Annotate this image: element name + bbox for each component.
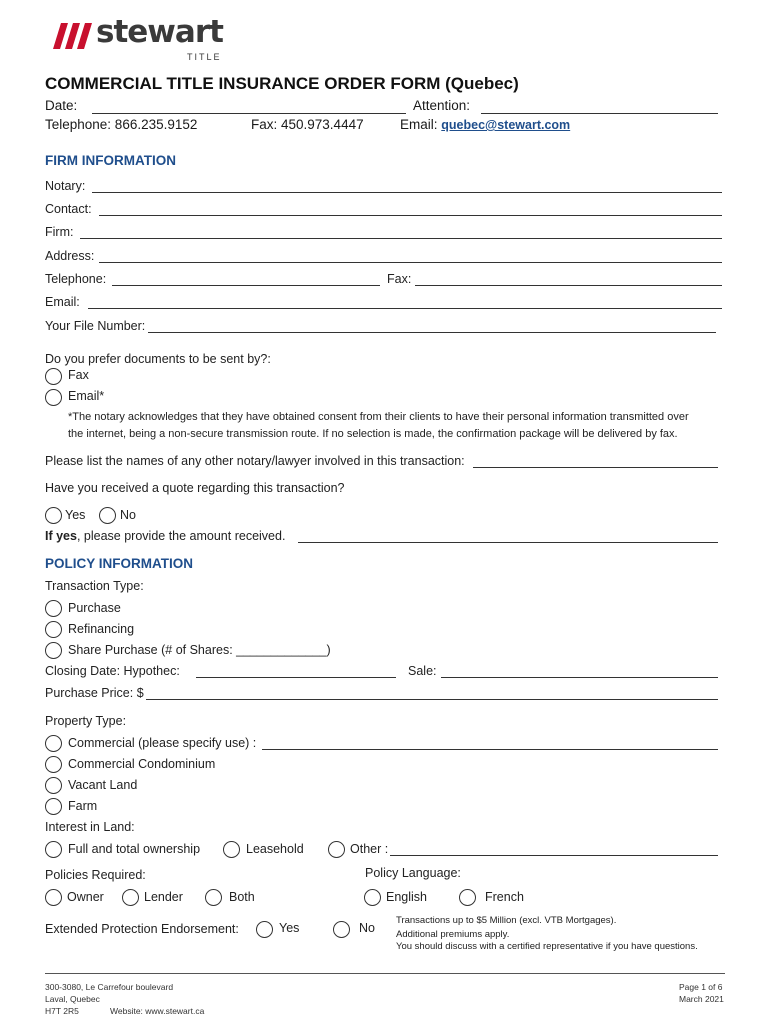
contact-label: Contact: xyxy=(45,202,92,216)
radio-quote-yes[interactable] xyxy=(45,507,62,524)
transactions-note-1: Transactions up to $5 Million (excl. VTB Mortgages). xyxy=(396,915,617,926)
firm-label: Firm: xyxy=(45,225,74,239)
firm-telephone-field[interactable] xyxy=(112,285,380,286)
option-commercial: Commercial (please specify use) : xyxy=(68,736,257,750)
attention-field[interactable] xyxy=(481,113,718,114)
radio-vacant-land[interactable] xyxy=(45,777,62,794)
attention-label: Attention: xyxy=(413,98,471,113)
option-farm: Farm xyxy=(68,799,98,813)
radio-commercial[interactable] xyxy=(45,735,62,752)
radio-french[interactable] xyxy=(459,889,476,906)
purchase-price-field[interactable] xyxy=(146,699,718,700)
option-email: Email* xyxy=(68,389,105,403)
option-purchase: Purchase xyxy=(68,601,121,615)
address-label: Address: xyxy=(45,249,95,263)
policy-information-heading: POLICY INFORMATION xyxy=(45,556,193,571)
firm-fax-label: Fax: xyxy=(387,272,412,286)
firm-email-field[interactable] xyxy=(88,308,722,309)
radio-leasehold[interactable] xyxy=(223,841,240,858)
purchase-price-label: Purchase Price: $ xyxy=(45,686,144,700)
radio-lender[interactable] xyxy=(122,889,139,906)
radio-purchase[interactable] xyxy=(45,600,62,617)
if-yes-bold: If yes xyxy=(45,529,77,543)
if-yes-rest: , please provide the amount received. xyxy=(76,529,286,543)
radio-email[interactable] xyxy=(45,389,62,406)
radio-full-ownership[interactable] xyxy=(45,841,62,858)
stewart-logo-mark xyxy=(47,23,97,49)
email-label: Email: xyxy=(400,117,438,132)
stewart-logo-sub: TITLE xyxy=(187,52,222,62)
consent-note-line1: *The notary acknowledges that they have obtained consent from their clients to have their personal information transmitted over xyxy=(68,411,689,423)
radio-share-purchase[interactable] xyxy=(45,642,62,659)
firm-information-heading: FIRM INFORMATION xyxy=(45,153,176,168)
radio-quote-no[interactable] xyxy=(99,507,116,524)
date-label: Date: xyxy=(45,98,78,113)
option-leasehold: Leasehold xyxy=(246,842,304,856)
other-notary-field[interactable] xyxy=(473,467,718,468)
radio-commercial-condo[interactable] xyxy=(45,756,62,773)
transactions-note-3: You should discuss with a certified representative if you have questions. xyxy=(396,941,698,952)
option-both: Both xyxy=(229,890,255,904)
address-field[interactable] xyxy=(99,262,722,263)
footer-postal: H7T 2R5 xyxy=(45,1006,79,1016)
option-fax: Fax xyxy=(68,368,89,382)
option-full-ownership: Full and total ownership xyxy=(68,842,201,856)
option-lender: Lender xyxy=(144,890,183,904)
contact-field[interactable] xyxy=(99,215,722,216)
radio-extended-yes[interactable] xyxy=(256,921,273,938)
documents-question: Do you prefer documents to be sent by?: xyxy=(45,352,271,366)
footer-page-number: Page 1 of 6 xyxy=(679,982,723,992)
radio-owner[interactable] xyxy=(45,889,62,906)
hypothec-field[interactable] xyxy=(196,677,396,678)
quote-question: Have you received a quote regarding this transaction? xyxy=(45,481,345,495)
firm-field[interactable] xyxy=(80,238,722,239)
extended-no-label: No xyxy=(359,921,375,935)
option-english: English xyxy=(386,890,427,904)
if-yes-label xyxy=(45,529,285,543)
other-notary-label: Please list the names of any other notary/lawyer involved in this transaction: xyxy=(45,454,465,468)
transaction-type-label: Transaction Type: xyxy=(45,579,144,593)
extended-protection-label: Extended Protection Endorsement: xyxy=(45,922,239,936)
commercial-use-field[interactable] xyxy=(262,749,718,750)
fax-number: Fax: 450.973.4447 xyxy=(251,117,364,132)
footer-website[interactable]: Website: www.stewart.ca xyxy=(110,1006,205,1016)
other-interest-field[interactable] xyxy=(390,855,718,856)
radio-farm[interactable] xyxy=(45,798,62,815)
notary-field[interactable] xyxy=(92,192,722,193)
closing-date-label: Closing Date: Hypothec: xyxy=(45,664,180,678)
policy-language-label: Policy Language: xyxy=(365,866,461,880)
sale-label: Sale: xyxy=(408,664,437,678)
extended-yes-label: Yes xyxy=(279,921,300,935)
sale-field[interactable] xyxy=(441,677,718,678)
option-commercial-condo: Commercial Condominium xyxy=(68,757,216,771)
date-field[interactable] xyxy=(92,113,406,114)
property-type-label: Property Type: xyxy=(45,714,127,728)
radio-english[interactable] xyxy=(364,889,381,906)
quote-yes-label: Yes xyxy=(65,508,86,522)
radio-extended-no[interactable] xyxy=(333,921,350,938)
option-other: Other : xyxy=(350,842,389,856)
footer-date: March 2021 xyxy=(679,994,724,1004)
footer-address-2: Laval, Quebec xyxy=(45,994,100,1004)
option-french: French xyxy=(485,890,524,904)
firm-email-label: Email: xyxy=(45,295,80,309)
stewart-logo-word: stewart xyxy=(96,14,223,50)
option-share-purchase: Share Purchase (# of Shares: _____________) xyxy=(68,643,331,657)
option-refinancing: Refinancing xyxy=(68,622,135,636)
email-link[interactable]: quebec@stewart.com xyxy=(441,118,571,132)
option-vacant-land: Vacant Land xyxy=(68,778,138,792)
radio-other[interactable] xyxy=(328,841,345,858)
telephone-number: Telephone: 866.235.9152 xyxy=(45,117,198,132)
interest-label: Interest in Land: xyxy=(45,820,135,834)
radio-both[interactable] xyxy=(205,889,222,906)
transactions-note-2: Additional premiums apply. xyxy=(396,929,510,940)
option-owner: Owner xyxy=(67,890,104,904)
footer-divider xyxy=(45,973,725,974)
notary-label: Notary: xyxy=(45,179,86,193)
amount-received-field[interactable] xyxy=(298,542,718,543)
radio-refinancing[interactable] xyxy=(45,621,62,638)
quote-no-label: No xyxy=(120,508,136,522)
firm-fax-field[interactable] xyxy=(415,285,722,286)
file-number-label: Your File Number: xyxy=(45,319,146,333)
page-title: COMMERCIAL TITLE INSURANCE ORDER FORM (Quebec) xyxy=(45,74,519,93)
footer-address-1: 300-3080, Le Carrefour boulevard xyxy=(45,982,174,992)
radio-fax[interactable] xyxy=(45,368,62,385)
consent-note-line2: the internet, being a non-secure transmission route. If no selection is made, the confirmation package will be delivered by fax. xyxy=(68,428,678,440)
policies-required-label: Policies Required: xyxy=(45,868,146,882)
file-number-field[interactable] xyxy=(148,332,716,333)
firm-telephone-label: Telephone: xyxy=(45,272,107,286)
